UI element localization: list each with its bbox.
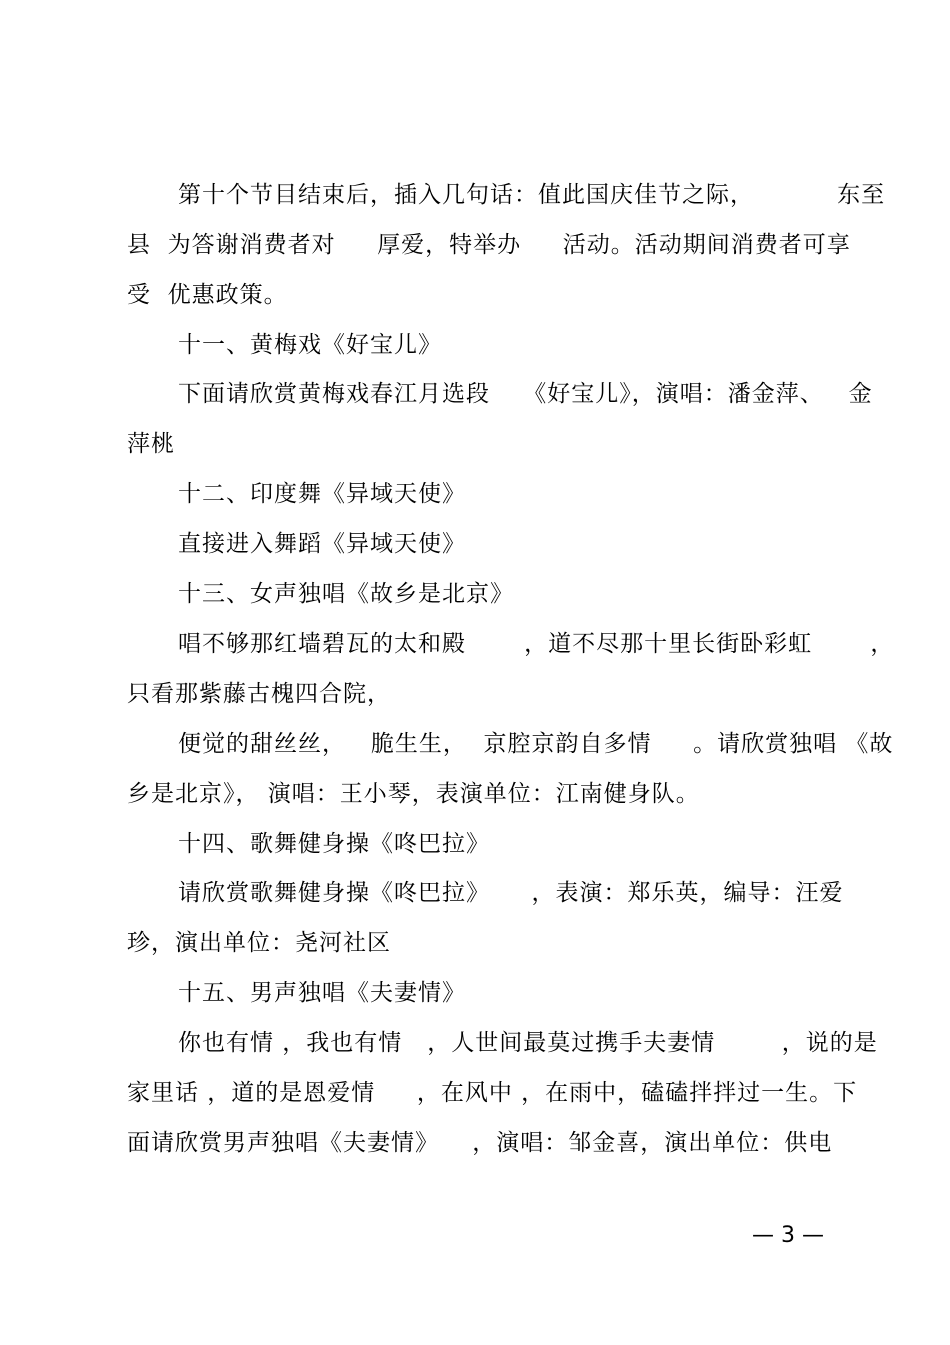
paragraph-line: 你也有情 ，我也有情 ，人世间最莫过携手夫妻情 ，说的是 xyxy=(178,1030,878,1056)
paragraph-line: 受 优惠政策。 xyxy=(127,282,288,308)
paragraph-line: 乡是北京》， 演唱：王小琴，表演单位：江南健身队。 xyxy=(127,781,700,807)
paragraph-line: 珍，演出单位：尧河社区 xyxy=(127,930,391,956)
section-heading: 十二、印度舞《异域天使》 xyxy=(178,481,466,507)
section-heading: 十五、男声独唱《夫妻情》 xyxy=(178,980,466,1006)
paragraph-line: 便觉的甜丝丝， 脆生生， 京腔京韵自多情 。请欣赏独唱 《故 xyxy=(178,731,894,757)
paragraph-line: 第十个节目结束后，插入几句话：值此国庆佳节之际， 东至 xyxy=(178,182,886,208)
paragraph-line: 县 为答谢消费者对 厚爱，特举办 活动。活动期间消费者可享 xyxy=(127,232,851,258)
paragraph-line: 家里话 ，道的是恩爱情 ，在风中 ，在雨中，磕磕拌拌过一生。下 xyxy=(127,1080,858,1106)
paragraph-line: 萍桃 xyxy=(127,431,175,457)
paragraph-line: 面请欣赏男声独唱《夫妻情》 ，演唱：邹金喜，演出单位：供电 xyxy=(127,1130,833,1156)
paragraph-line: 直接进入舞蹈《异域天使》 xyxy=(178,531,466,557)
section-heading: 十四、歌舞健身操《咚巴拉》 xyxy=(178,831,490,857)
paragraph-line: 下面请欣赏黄梅戏春江月选段 《好宝儿》，演唱：潘金萍、 金 xyxy=(178,381,873,407)
paragraph-line: 只看那紫藤古槐四合院， xyxy=(127,681,391,707)
paragraph-line: 请欣赏歌舞健身操《咚巴拉》 ，表演：郑乐英，编导：汪爱 xyxy=(178,880,844,906)
section-heading: 十一、黄梅戏《好宝儿》 xyxy=(178,332,442,358)
page-number: — 3 — xyxy=(752,1223,824,1248)
paragraph-line: 唱不够那红墙碧瓦的太和殿 ，道不尽那十里长街卧彩虹 ， xyxy=(178,631,895,657)
section-heading: 十三、女声独唱《故乡是北京》 xyxy=(178,581,514,607)
